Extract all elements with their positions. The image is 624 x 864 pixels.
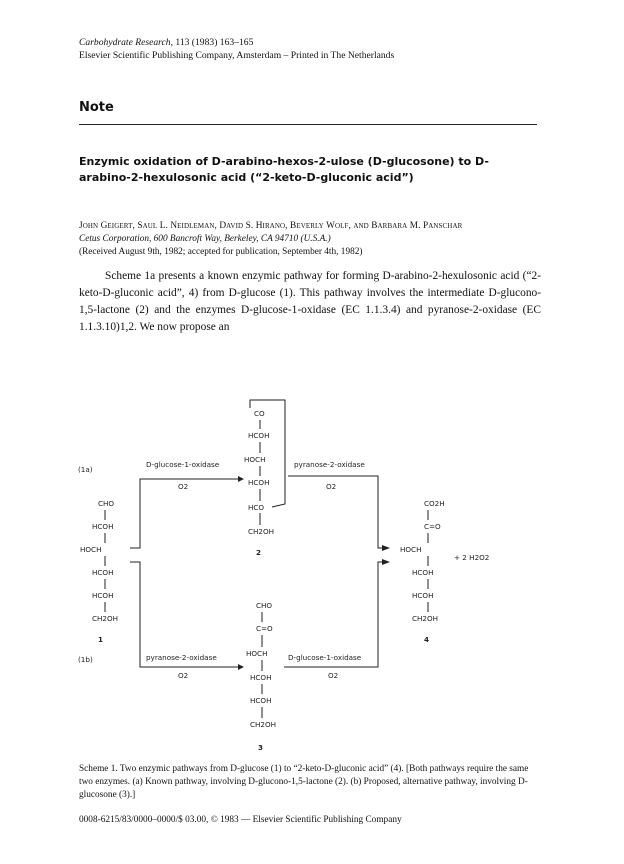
publisher-line: Elsevier Scientific Publishing Company, Amsterdam – Printed in The Netherlands xyxy=(79,50,395,61)
svg-text:C=O: C=O xyxy=(256,624,273,633)
journal-citation: 113 (1983) 163–165 xyxy=(175,37,254,48)
arrow-b1-head xyxy=(238,664,244,670)
arrow-a1-head xyxy=(238,476,244,482)
journal-name: Carbohydrate Research, xyxy=(79,37,173,48)
svg-text:HCOH: HCOH xyxy=(248,478,270,487)
svg-text:HOCH: HOCH xyxy=(80,545,102,554)
svg-text:HCOH: HCOH xyxy=(412,568,434,577)
o2-a2: O2 xyxy=(326,482,337,491)
svg-text:HCOH: HCOH xyxy=(248,431,270,440)
compound-1 xyxy=(80,499,118,644)
hydrogen-peroxide-byproduct: + 2 H2O2 xyxy=(454,553,490,562)
arrow-b2-head xyxy=(382,559,390,565)
arrow-b2-line xyxy=(284,562,388,667)
svg-text:CH2OH: CH2OH xyxy=(92,614,119,623)
svg-text:HCOH: HCOH xyxy=(250,696,272,705)
pathway-b-label: (1b) xyxy=(78,655,93,664)
svg-text:CO: CO xyxy=(254,409,265,418)
svg-text:HOCH: HOCH xyxy=(400,545,422,554)
arrow-a2-head xyxy=(382,545,390,551)
section-rule xyxy=(79,124,537,125)
section-label: Note xyxy=(79,100,114,115)
author-affiliation: Cetus Corporation, 600 Bancroft Way, Berkeley, CA 94710 (U.S.A.) xyxy=(79,234,331,244)
pathway-a-label: (1a) xyxy=(78,465,93,474)
svg-text:HOCH: HOCH xyxy=(246,649,268,658)
o2-b1: O2 xyxy=(178,671,189,680)
compound-3-number: 3 xyxy=(258,743,264,752)
journal-header xyxy=(79,36,394,62)
svg-text:CH2OH: CH2OH xyxy=(250,720,277,729)
arrow-b1-line xyxy=(130,562,238,667)
copyright-footer: 0008-6215/83/0000–0000/$ 03.00, © 1983 — Elsevier Scientific Publishing Company xyxy=(79,815,402,825)
enzyme-a2: pyranose-2-oxidase xyxy=(294,460,365,469)
enzyme-b2: D-glucose-1-oxidase xyxy=(288,653,362,662)
svg-text:CHO: CHO xyxy=(256,601,273,610)
svg-text:CH2OH: CH2OH xyxy=(412,614,439,623)
compound-2 xyxy=(244,400,285,557)
compound-4 xyxy=(400,499,445,644)
compound-1-number: 1 xyxy=(98,635,104,644)
author-names: John Geigert, Saul L. Neidleman, David S. Hirano, Beverly Wolf, and Barbara M. Panschar xyxy=(79,221,463,231)
svg-text:HCOH: HCOH xyxy=(92,591,114,600)
svg-text:HCO: HCO xyxy=(248,503,265,512)
o2-b2: O2 xyxy=(328,671,339,680)
svg-text:CHO: CHO xyxy=(98,499,115,508)
svg-text:CH2OH: CH2OH xyxy=(248,527,275,536)
svg-text:HCOH: HCOH xyxy=(250,673,272,682)
body-paragraph: Scheme 1a presents a known enzymic pathway for forming D-arabino-2-hexulosonic acid (“2-keto-D-gluconic acid”, 4) from D-glucose (1). This pathway involves the intermediate D-glucono-1,5-lactone (2) and the enzymes D-glucose-1-oxidase (EC 1.1.3.4) and pyranose-2-oxidase (EC 1.1.3.10)1,2. We now propose an xyxy=(79,270,541,333)
author-block xyxy=(79,220,549,259)
received-dates: (Received August 9th, 1982; accepted for publication, September 4th, 1982) xyxy=(79,247,363,257)
arrow-a2-line xyxy=(288,476,388,548)
svg-text:HCOH: HCOH xyxy=(92,568,114,577)
body-text xyxy=(79,268,541,336)
compound-4-number: 4 xyxy=(424,635,430,644)
svg-text:HCOH: HCOH xyxy=(92,522,114,531)
enzyme-a1: D-glucose-1-oxidase xyxy=(146,460,220,469)
compound-3 xyxy=(246,601,276,752)
enzyme-b1: pyranose-2-oxidase xyxy=(146,653,217,662)
svg-text:HOCH: HOCH xyxy=(244,455,266,464)
article-title: Enzymic oxidation of D-arabino-hexos-2-ulose (D-glucosone) to D-arabino-2-hexulosonic acid (“2-keto-D-gluconic acid”) xyxy=(79,155,489,184)
svg-text:HCOH: HCOH xyxy=(412,591,434,600)
reaction-scheme xyxy=(60,392,530,757)
scheme-caption: Scheme 1. Two enzymic pathways from D-glucose (1) to “2-keto-D-gluconic acid” (4). [Both pathways require the same two enzymes. (a) Known pathway, involving D-glucono-1,5-lactone (2). (b) Proposed, alternative pathway, involving D-glucosone (3).] xyxy=(79,764,529,800)
svg-text:C=O: C=O xyxy=(424,522,441,531)
compound-2-number: 2 xyxy=(256,548,262,557)
o2-a1: O2 xyxy=(178,482,189,491)
svg-text:CO2H: CO2H xyxy=(424,499,445,508)
